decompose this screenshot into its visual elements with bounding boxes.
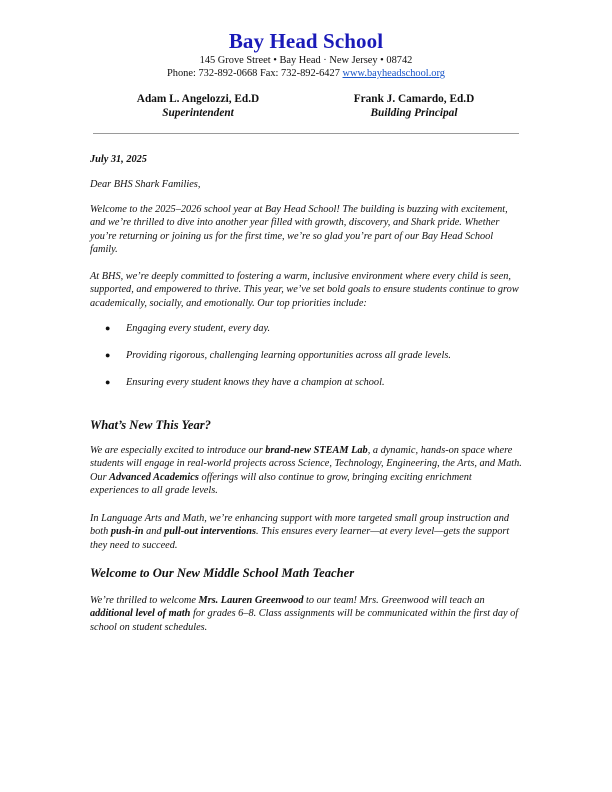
whats-new-heading: What’s New This Year? xyxy=(90,418,211,432)
bullet-icon: ● xyxy=(105,323,111,333)
bullet-icon: ● xyxy=(105,350,111,360)
support-paragraph xyxy=(90,512,522,552)
advanced-academics-emphasis: Advanced Academics xyxy=(109,471,199,483)
push-in-emphasis: push-in xyxy=(110,526,144,538)
support-text: and xyxy=(143,526,165,538)
teacher-text: We’re thrilled to welcome xyxy=(90,595,199,606)
math-level-emphasis: additional level of math xyxy=(90,608,191,620)
priority-text: Providing rigorous, challenging learning opportunities across all grade levels. xyxy=(126,350,451,361)
steam-lab-emphasis: brand-new STEAM Lab xyxy=(265,445,368,456)
steam-text: offerings will also continue to grow, bringing exciting enrichment experiences to all grade levels. xyxy=(90,471,472,497)
pull-out-emphasis: pull-out interventions xyxy=(164,526,256,538)
superintendent-title: Superintendent xyxy=(162,107,234,119)
support-text: In Language Arts and Math, we’re enhancing support with more targeted small group instruction and both xyxy=(90,513,510,538)
website-link[interactable]: www.bayheadschool.org xyxy=(342,68,445,79)
commitment-paragraph: At BHS, we’re deeply committed to fostering a warm, inclusive environment where every child is seen, supported, and empowered to thrive. This year, we’ve set bold goals to ensure students continue to grow academically, socially, and emotionally. Our top priorities include: xyxy=(90,271,519,309)
letter-date: July 31, 2025 xyxy=(90,154,147,165)
teacher-text: for grades 6–8. Class assignments will be communicated within the first day of school on student schedules. xyxy=(90,608,519,633)
superintendent-block xyxy=(118,92,278,120)
principal-title: Building Principal xyxy=(370,107,458,119)
letter-greeting: Dear BHS Shark Families, xyxy=(90,179,201,190)
teacher-text: to our team! Mrs. Greenwood will teach an xyxy=(303,595,485,606)
steam-text: , a dynamic, hands-on space where students will engage in real-world projects across Science, Technology, Engineering, the Arts, and Math. Our xyxy=(90,445,522,483)
math-teacher-paragraph xyxy=(90,594,522,634)
math-teacher-heading: Welcome to Our New Middle School Math Teacher xyxy=(90,566,355,580)
superintendent-name: Adam L. Angelozzi, Ed.D xyxy=(136,93,260,105)
teacher-name-emphasis: Mrs. Lauren Greenwood xyxy=(198,595,304,606)
principal-block xyxy=(334,92,494,120)
steam-paragraph xyxy=(90,444,522,498)
intro-paragraph: Welcome to the 2025–2026 school year at Bay Head School! The building is buzzing with excitement, and we’re thrilled to dive into another year filled with growth, discovery, and Shark pride. Whether you’re returning or joining us for the first time, we’re so glad you’re part of our Bay Head School family. xyxy=(90,204,508,256)
school-address: 145 Grove Street • Bay Head · New Jersey • 08742 xyxy=(199,55,413,66)
priority-text: Engaging every student, every day. xyxy=(126,323,271,334)
contact-line xyxy=(0,68,612,79)
phone-fax: Phone: 732-892-0668 Fax: 732-892-6427 xyxy=(167,68,340,79)
steam-text: We are especially excited to introduce our xyxy=(90,445,266,456)
support-text: . This ensures every learner—at every level—gets the support they need to succeed. xyxy=(90,526,510,551)
principal-name: Frank J. Camardo, Ed.D xyxy=(353,93,475,105)
header-divider xyxy=(93,133,519,134)
priority-text: Ensuring every student knows they have a champion at school. xyxy=(126,377,385,388)
bullet-icon: ● xyxy=(105,377,111,387)
school-name: Bay Head School xyxy=(228,29,384,53)
